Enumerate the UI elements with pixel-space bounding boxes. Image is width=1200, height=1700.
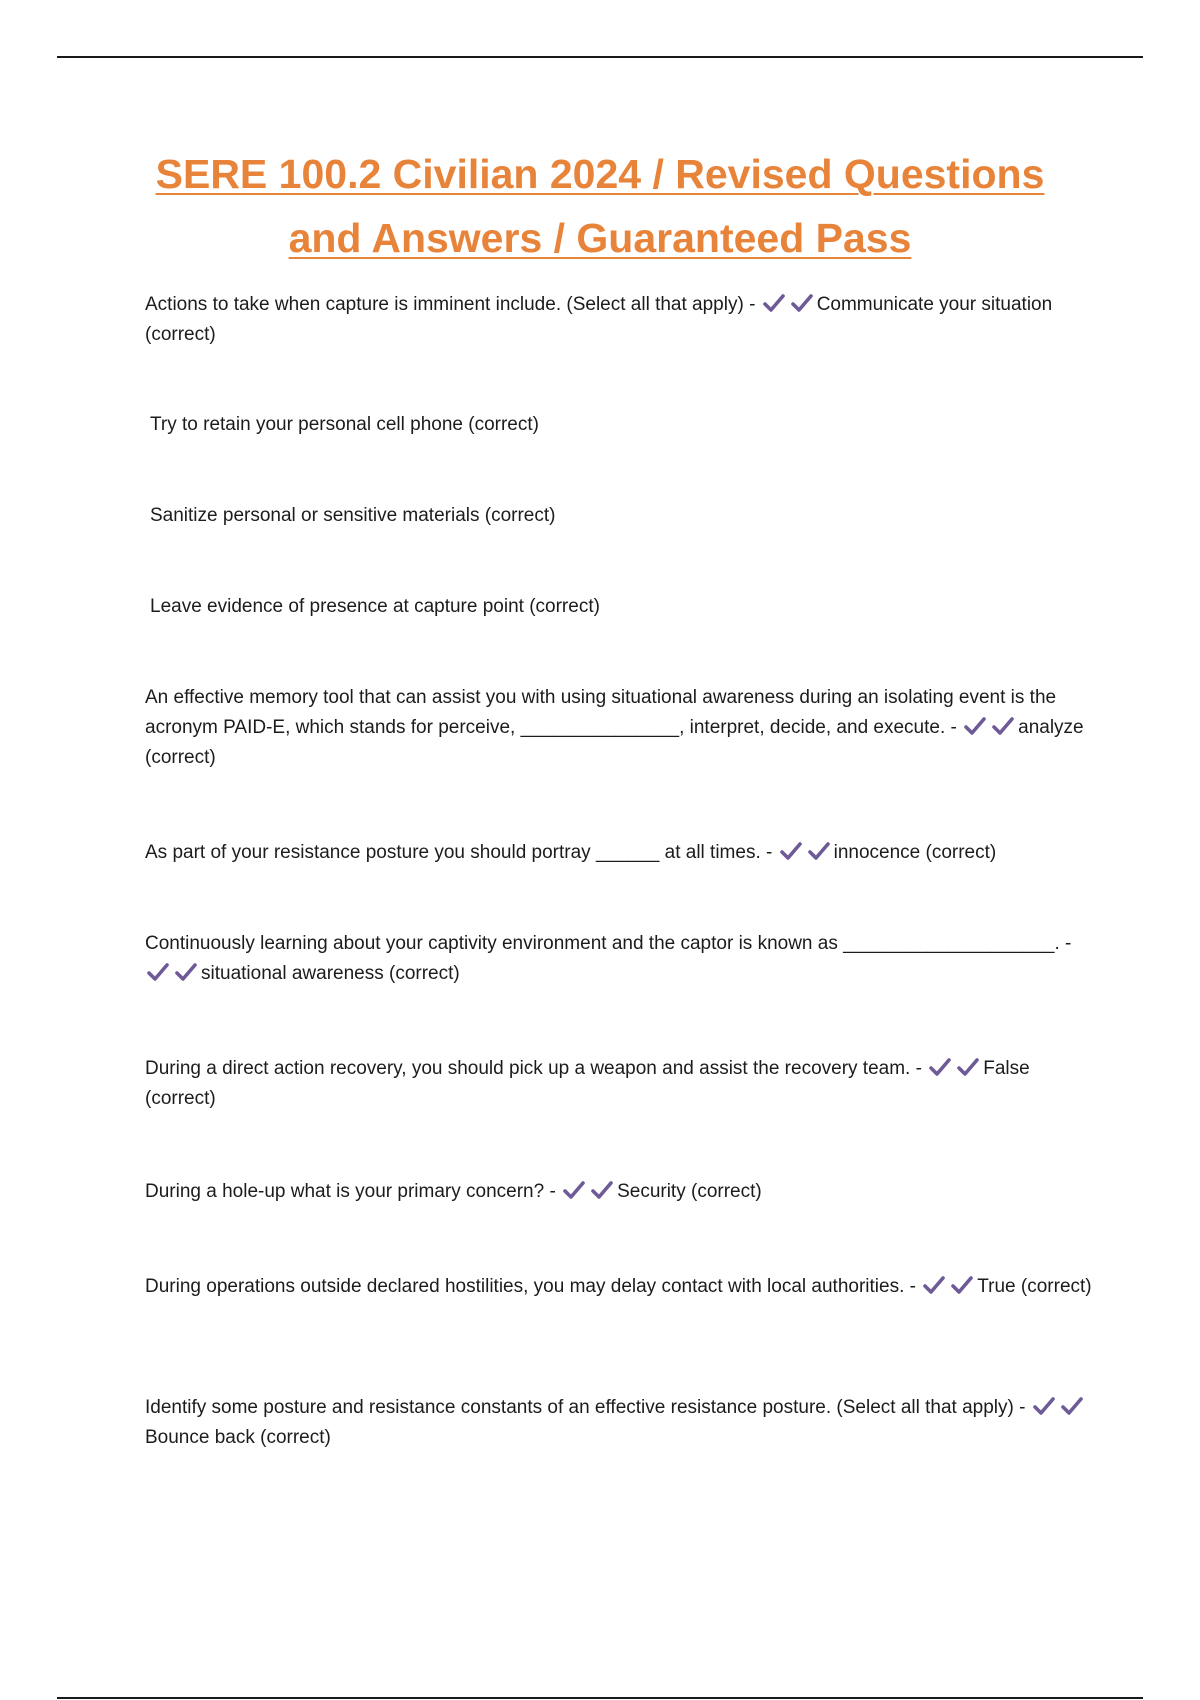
question-text: During operations outside declared hostilities, you may delay contact with local authorities. - <box>145 1276 922 1297</box>
qa-item-6 <box>145 838 1095 868</box>
check-icon <box>778 840 804 862</box>
footer-rule <box>57 1697 1143 1699</box>
header-rule <box>57 56 1143 58</box>
question-text: As part of your resistance posture you should portray ______ at all times. - <box>145 842 778 863</box>
question-text: An effective memory tool that can assist you with using situational awareness during an isolating event is the acronym PAID-E, which stands for perceive, _______________, interpret, decide, and execute. - <box>145 687 1057 738</box>
question-text: Actions to take when capture is imminent include. (Select all that apply) - <box>145 294 761 315</box>
answer-text: Try to retain your personal cell phone (correct) <box>150 414 539 435</box>
check-icon <box>927 1056 953 1078</box>
check-icon <box>1031 1395 1057 1417</box>
qa-item-5 <box>145 683 1095 773</box>
answer-text: Communicate your situation (correct) <box>145 294 1053 345</box>
question-text: During a direct action recovery, you should pick up a weapon and assist the recovery team. - <box>145 1058 928 1079</box>
question-text: During a hole-up what is your primary concern? - <box>145 1181 562 1202</box>
check-icon <box>962 715 988 737</box>
qa-item-8 <box>145 1054 1095 1114</box>
qa-item-11 <box>145 1393 1095 1453</box>
check-icon <box>761 292 787 314</box>
answer-text: Bounce back (correct) <box>145 1427 331 1448</box>
title-line-1: SERE 100.2 Civilian 2024 / Revised Questions <box>155 151 1045 197</box>
check-icon <box>789 292 815 314</box>
check-icon <box>949 1274 975 1296</box>
title-line-2: and Answers / Guaranteed Pass <box>288 215 912 261</box>
answer-text: True (correct) <box>977 1276 1092 1297</box>
qa-item-3 <box>150 501 1100 531</box>
qa-item-4 <box>150 592 1100 622</box>
answer-text: Security (correct) <box>617 1181 762 1202</box>
question-text: Identify some posture and resistance constants of an effective resistance posture. (Select all that apply) - <box>145 1397 1031 1418</box>
qa-item-9 <box>145 1177 1095 1207</box>
answer-text: Sanitize personal or sensitive materials (correct) <box>150 505 556 526</box>
check-icon <box>921 1274 947 1296</box>
answer-text: analyze (correct) <box>145 717 1084 768</box>
question-text: Continuously learning about your captivity environment and the captor is known as ____________________. - <box>145 933 1072 954</box>
check-icon <box>990 715 1016 737</box>
document-title <box>100 142 1100 270</box>
answer-text: Leave evidence of presence at capture point (correct) <box>150 596 600 617</box>
answer-text: False (correct) <box>145 1058 1030 1109</box>
check-icon <box>173 961 199 983</box>
qa-item-10 <box>145 1272 1095 1302</box>
answer-text: innocence (correct) <box>833 842 997 863</box>
qa-item-1 <box>145 290 1095 350</box>
qa-item-7 <box>145 929 1095 989</box>
check-icon <box>806 840 832 862</box>
check-icon <box>1059 1395 1085 1417</box>
qa-item-2 <box>150 410 1100 440</box>
check-icon <box>145 961 171 983</box>
check-icon <box>589 1179 615 1201</box>
check-icon <box>561 1179 587 1201</box>
check-icon <box>955 1056 981 1078</box>
answer-text: situational awareness (correct) <box>201 963 460 984</box>
